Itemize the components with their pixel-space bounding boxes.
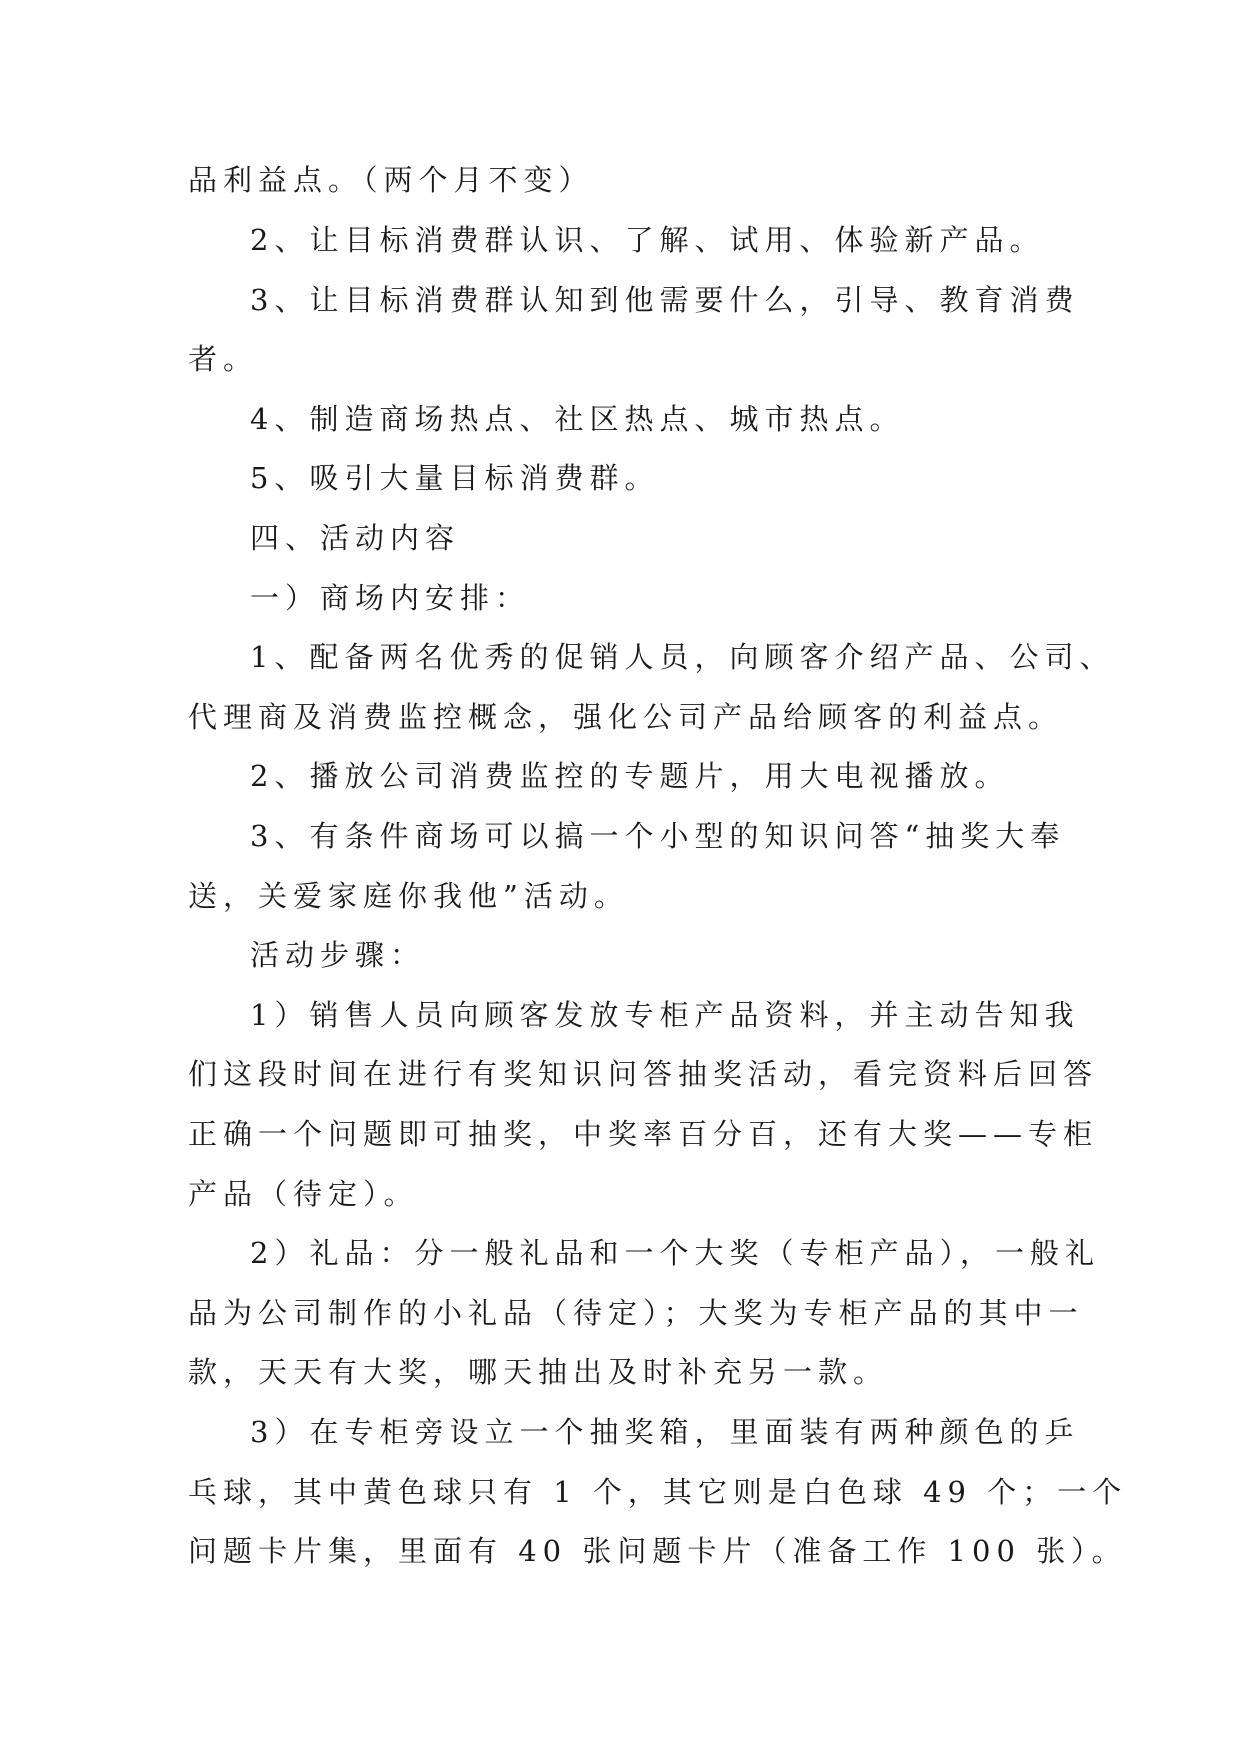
subsection-heading: 一）商场内安排： xyxy=(250,581,531,615)
text-line: 3、让目标消费群认知到他需要什么，引导、教育消费 xyxy=(250,283,1080,317)
text-line: 1）销售人员向顾客发放专柜产品资料，并主动告知我 xyxy=(250,998,1080,1032)
text-line: 3、有条件商场可以搞一个小型的知识问答“抽奖大奉 xyxy=(250,819,1066,853)
text-line: 5、吸引大量目标消费群。 xyxy=(250,461,660,495)
text-line: 品为公司制作的小礼品（待定）；大奖为专柜产品的其中一 xyxy=(188,1296,1084,1330)
text-line: 1、配备两名优秀的促销人员，向顾客介绍产品、公司、 xyxy=(250,640,1115,674)
subsection-heading: 活动步骤： xyxy=(250,938,426,972)
text-line: 2）礼品：分一般礼品和一个大奖（专柜产品），一般礼 xyxy=(250,1236,1100,1270)
text-line: 品利益点。（两个月不变） xyxy=(188,163,594,197)
text-line: 送，关爱家庭你我他”活动。 xyxy=(188,879,629,913)
text-line: 乓球，其中黄色球只有 1 个，其它则是白色球 49 个；一个 xyxy=(188,1475,1128,1509)
text-line: 代理商及消费监控概念，强化公司产品给顾客的利益点。 xyxy=(188,700,1064,734)
text-line: 者。 xyxy=(188,342,259,376)
section-heading: 四、活动内容 xyxy=(250,521,461,555)
text-line: 款，天天有大奖，哪天抽出及时补充另一款。 xyxy=(188,1355,889,1389)
text-line: 4、制造商场热点、社区热点、城市热点。 xyxy=(250,402,905,436)
text-line: 问题卡片集，里面有 40 张问题卡片（准备工作 100 张）。 xyxy=(188,1534,1127,1568)
text-line: 2、播放公司消费监控的专题片，用大电视播放。 xyxy=(250,759,1010,793)
text-line: 正确一个问题即可抽奖，中奖率百分百，还有大奖——专柜 xyxy=(188,1117,1099,1151)
text-line: 2、让目标消费群认识、了解、试用、体验新产品。 xyxy=(250,223,1045,257)
text-line: 们这段时间在进行有奖知识问答抽奖活动，看完资料后回答 xyxy=(188,1057,1099,1091)
text-line: 3）在专柜旁设立一个抽奖箱，里面装有两种颜色的乒 xyxy=(250,1415,1080,1449)
text-line: 产品（待定）。 xyxy=(188,1177,419,1211)
